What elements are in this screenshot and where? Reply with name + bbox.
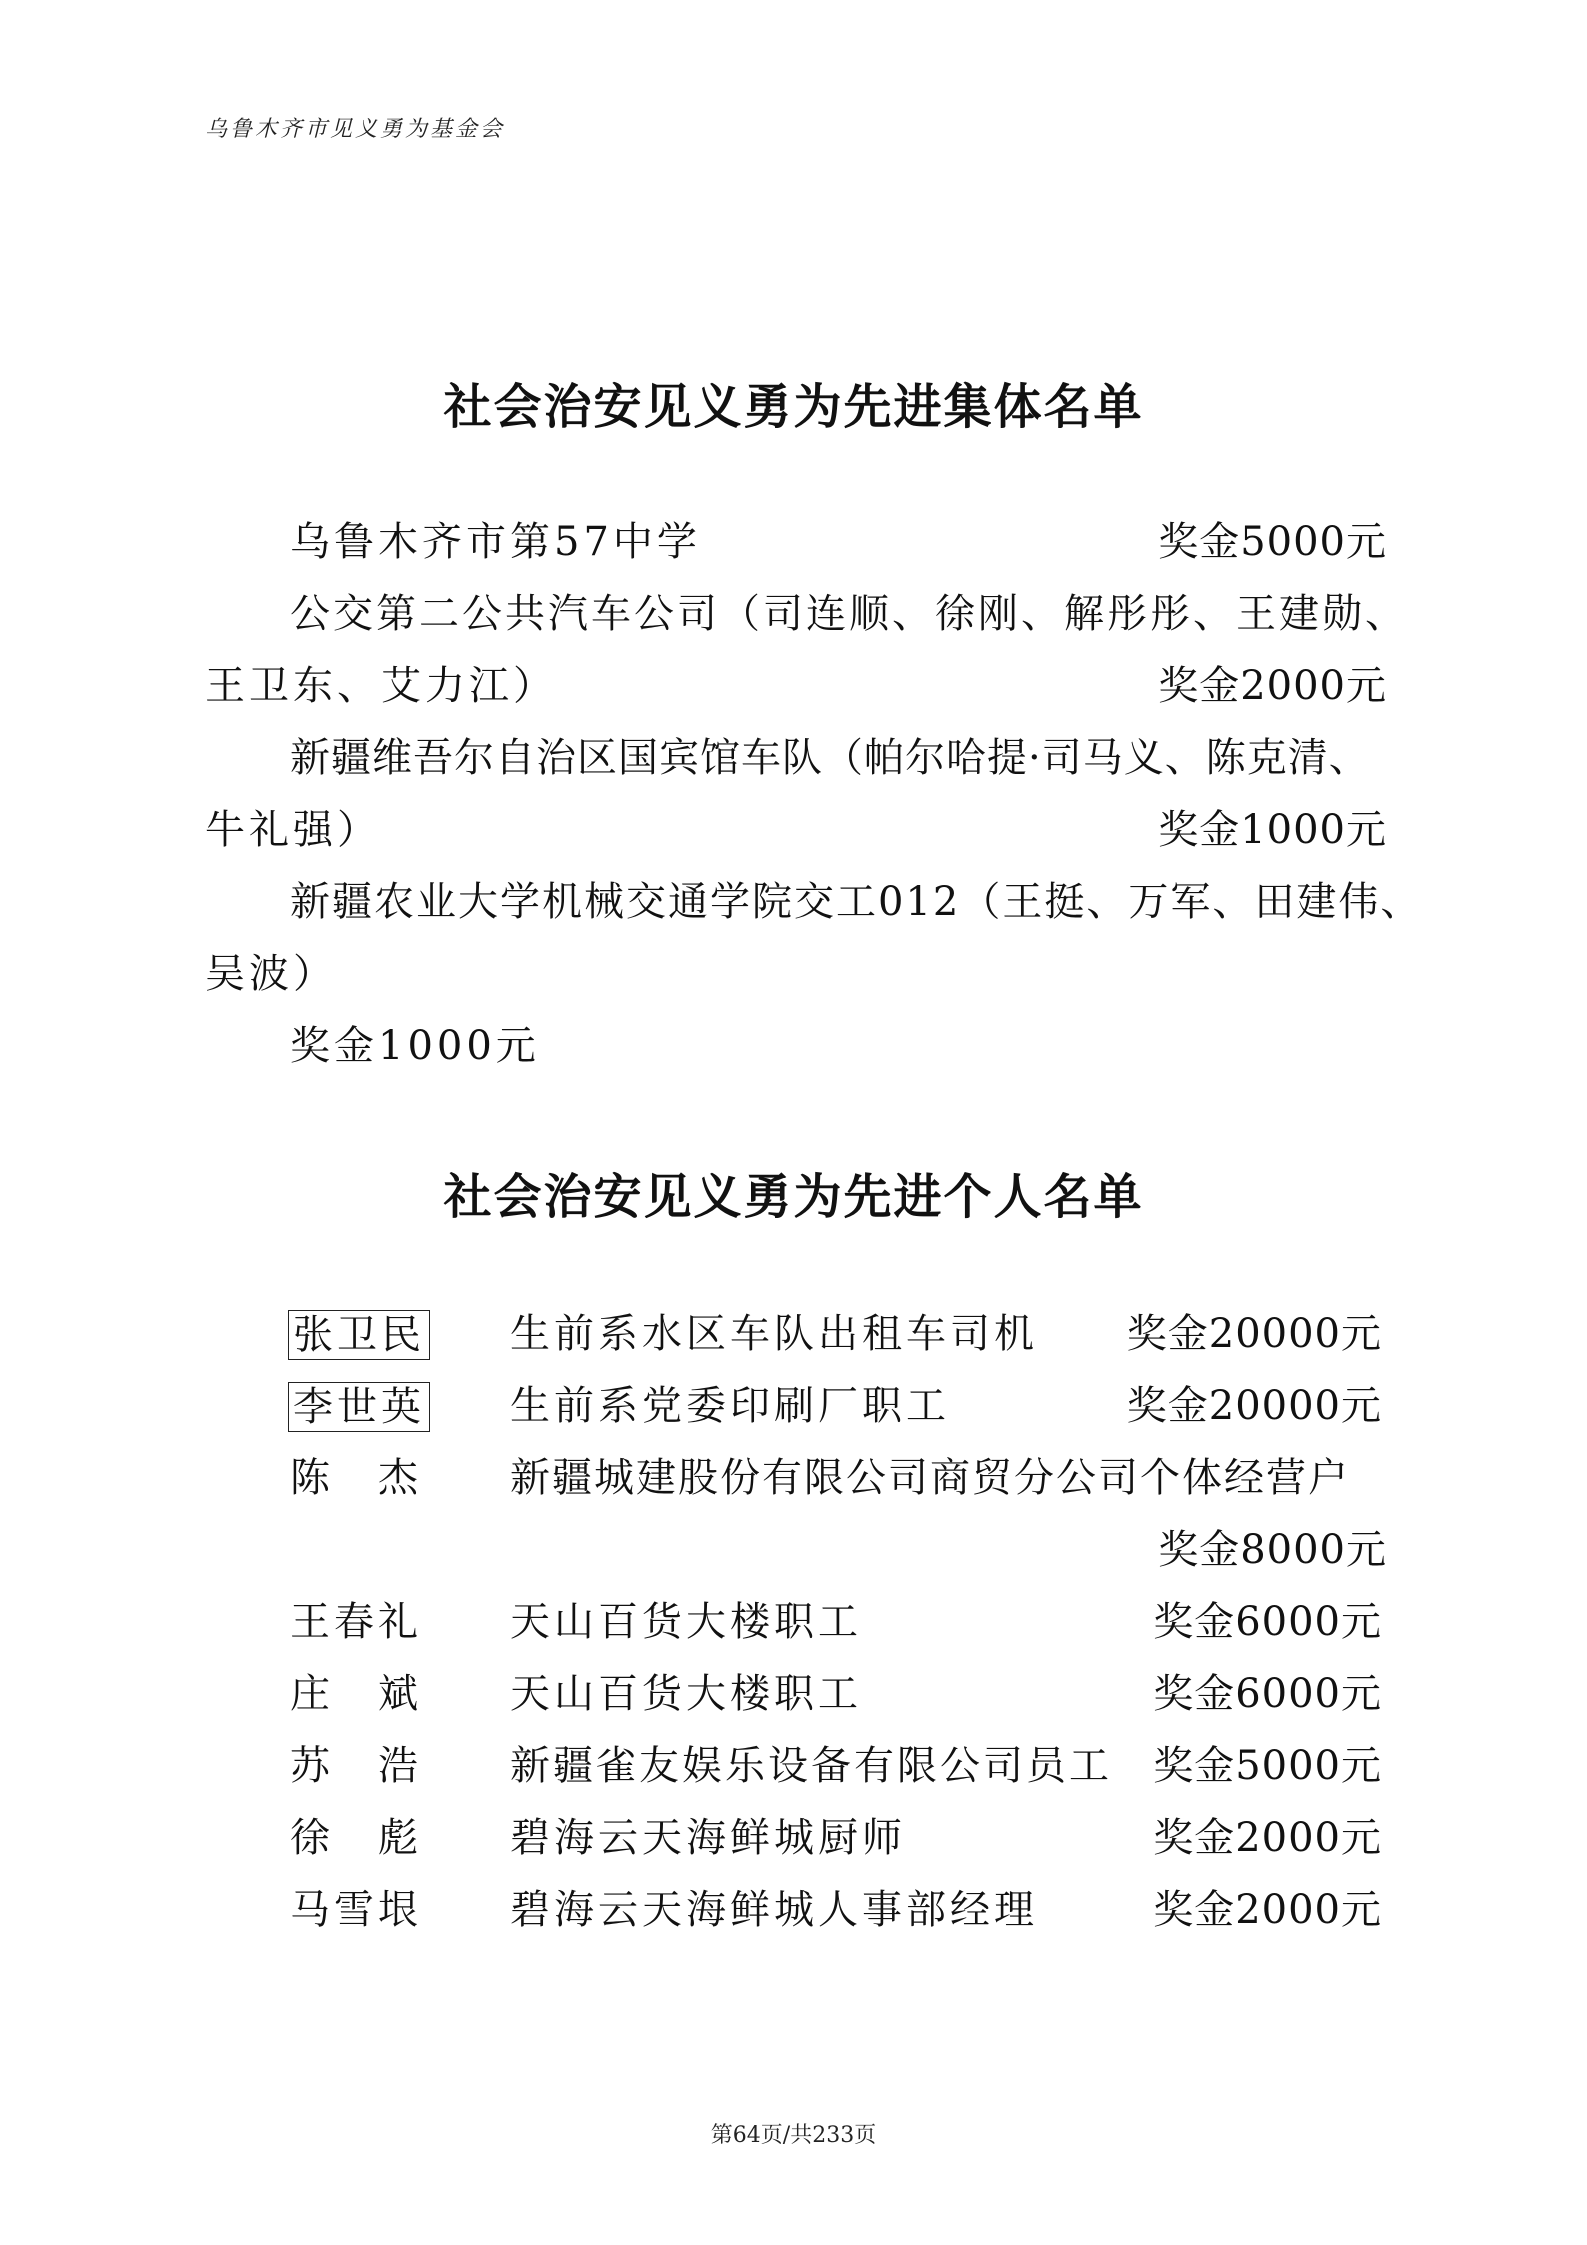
individual-award: 奖金6000元	[1153, 1671, 1382, 1717]
individual-name: 庄 斌	[290, 1671, 422, 1717]
individual-desc: 生前系党委印刷厂职工	[510, 1383, 950, 1429]
individual-name: 张卫民	[288, 1310, 430, 1360]
collective-entry-4-line2: 吴波）	[205, 951, 337, 997]
collective-entry-4-line1: 新疆农业大学机械交通学院交工012（王挺、万军、田建伟、	[290, 879, 1423, 925]
individual-desc: 碧海云天海鲜城人事部经理	[510, 1887, 1038, 1933]
individual-title: 社会治安见义勇为先进个人名单	[443, 1169, 1144, 1225]
individual-name: 苏 浩	[290, 1743, 422, 1789]
individual-desc: 天山百货大楼职工	[510, 1599, 862, 1645]
individual-desc: 新疆城建股份有限公司商贸分公司个体经营户	[510, 1455, 1350, 1501]
individual-award: 奖金5000元	[1153, 1743, 1382, 1789]
individual-desc: 天山百货大楼职工	[510, 1671, 862, 1717]
individual-desc: 新疆雀友娱乐设备有限公司员工	[510, 1743, 1112, 1789]
individual-name: 陈 杰	[290, 1455, 422, 1501]
collective-entry-3-award: 奖金1000元	[1158, 807, 1387, 853]
individual-desc: 碧海云天海鲜城厨师	[510, 1815, 906, 1861]
individual-award: 奖金20000元	[1126, 1311, 1382, 1357]
collective-entry-2-line1: 公交第二公共汽车公司（司连顺、徐刚、解彤彤、王建勋、	[290, 591, 1408, 637]
collective-entry-1-award: 奖金5000元	[1158, 519, 1387, 565]
individual-name: 徐 彪	[290, 1815, 422, 1861]
individual-name: 马雪垠	[290, 1887, 422, 1933]
collective-entry-2-award: 奖金2000元	[1158, 663, 1387, 709]
collective-entry-3-line1: 新疆维吾尔自治区国宾馆车队（帕尔哈提·司马义、陈克清、	[290, 735, 1370, 781]
header-org: 乌鲁木齐市见义勇为基金会	[205, 117, 506, 142]
individual-award: 奖金2000元	[1153, 1887, 1382, 1933]
collective-entry-1-name: 乌鲁木齐市第57中学	[290, 519, 701, 565]
individual-award: 奖金2000元	[1153, 1815, 1382, 1861]
individual-name: 李世英	[288, 1382, 430, 1432]
collective-entry-4-award: 奖金1000元	[290, 1023, 540, 1069]
collective-entry-2-line2: 王卫东、艾力江）	[205, 663, 557, 709]
collective-title: 社会治安见义勇为先进集体名单	[443, 379, 1144, 435]
individual-award: 奖金20000元	[1126, 1383, 1382, 1429]
individual-award: 奖金6000元	[1153, 1599, 1382, 1645]
individual-desc: 生前系水区车队出租车司机	[510, 1311, 1038, 1357]
individual-award: 奖金8000元	[1158, 1527, 1387, 1573]
page-number: 第64页/共233页	[710, 2123, 877, 2148]
collective-entry-3-line2: 牛礼强）	[205, 807, 381, 853]
individual-name: 王春礼	[290, 1599, 422, 1645]
